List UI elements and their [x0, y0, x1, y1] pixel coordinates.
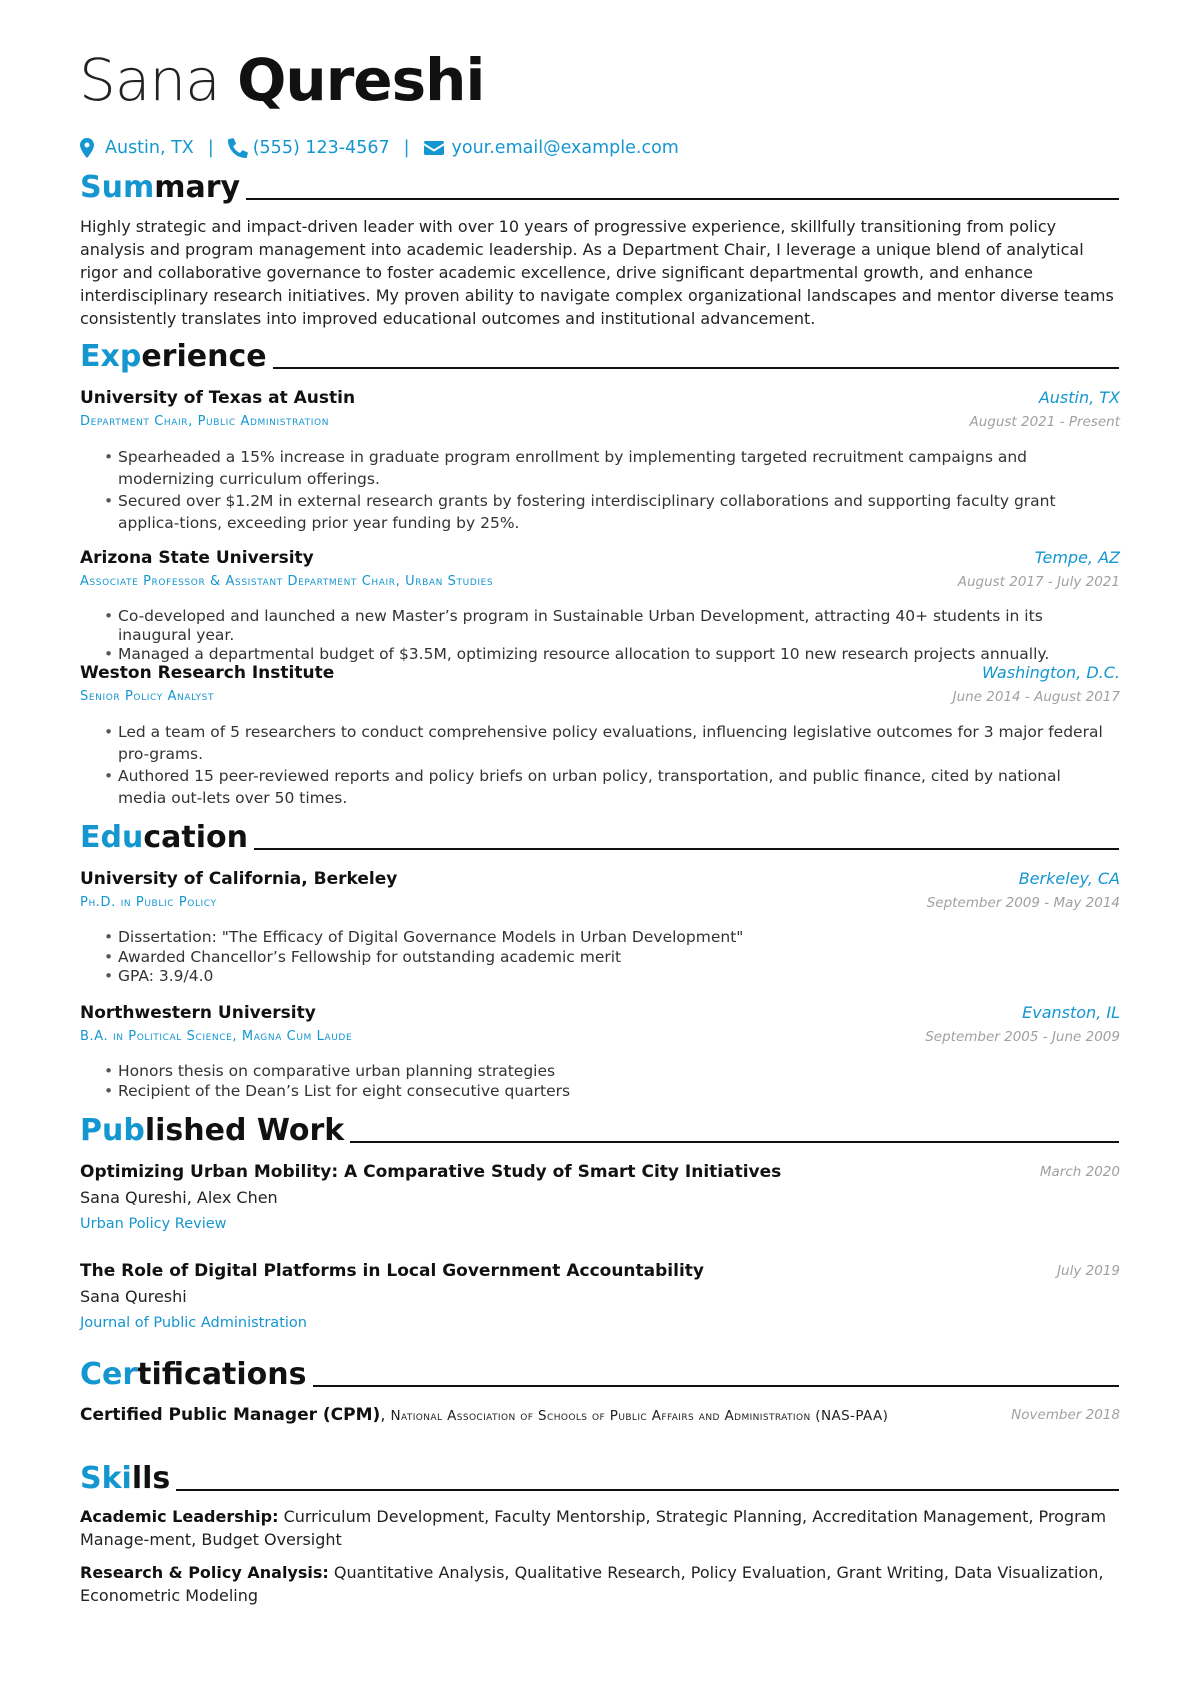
skill-items: Curriculum Development, Faculty Mentorship, Strategic Planning, Accreditation Management, Program Manage-ment, Budget Oversight [80, 1507, 1107, 1549]
publication-date: July 2019 [1057, 1263, 1120, 1279]
school-dates: September 2005 - June 2009 [925, 1029, 1120, 1045]
section-rule [246, 198, 1119, 200]
section-title: Certifications [80, 1357, 307, 1392]
skill-row [80, 1505, 1120, 1551]
section-rule [254, 848, 1119, 850]
publication-date: March 2020 [1039, 1164, 1120, 1180]
section-header-skills [80, 1459, 1119, 1499]
section-header-summary [80, 168, 1119, 208]
education-bullets [104, 928, 1114, 987]
section-title: Published Work [80, 1113, 345, 1148]
phone-text: (555) 123-4567 [252, 138, 390, 158]
skill-items: Quantitative Analysis, Qualitative Research, Policy Evaluation, Grant Writing, Data Visualization, Econometric Modeling [80, 1563, 1104, 1605]
section-header-certifications [80, 1355, 1119, 1395]
skill-row [80, 1561, 1120, 1607]
job-location: Washington, D.C. [981, 663, 1120, 682]
certification-name: Certified Public Manager (CPM) [80, 1405, 381, 1425]
job-organization: Arizona State University [80, 548, 314, 568]
skill-label: Academic Leadership: [80, 1507, 279, 1526]
section-rule [176, 1489, 1119, 1491]
email-link[interactable]: your.email@example.com [451, 138, 679, 158]
location-pin-icon [80, 138, 97, 158]
job-bullets [104, 607, 1114, 664]
degree: Ph.D. in Public Policy [80, 895, 217, 910]
job-position: Department Chair, Public Administration [80, 414, 330, 429]
location-text: Austin, TX [105, 138, 194, 158]
section-rule [313, 1385, 1119, 1387]
section-header-experience [80, 337, 1119, 377]
list-item: • Dissertation: "The Efficacy of Digital Governance Models in Urban Development" [104, 928, 1114, 948]
list-item: • Recipient of the Dean’s List for eight consecutive quarters [104, 1082, 1114, 1102]
job-bullets [104, 446, 1114, 534]
certification-issuer: National Association of Schools of Public Affairs and Administration (NAS-PAA) [390, 1408, 889, 1424]
list-item: • Led a team of 5 researchers to conduct comprehensive policy evaluations, influencing legislative outcomes for 3 major federal pro-grams. [104, 721, 1114, 765]
job-bullets [104, 721, 1114, 809]
school-name: Northwestern University [80, 1003, 316, 1023]
job-dates: June 2014 - August 2017 [952, 689, 1120, 705]
school-location: Evanston, IL [1022, 1003, 1120, 1022]
job-position: Senior Policy Analyst [80, 689, 215, 704]
section-title: Skills [80, 1461, 171, 1496]
contact-separator: | [403, 138, 410, 158]
contact-separator: | [207, 138, 214, 158]
certification-entry: Certified Public Manager (CPM), National Association of Schools of Public Affairs and Administration (NAS-PAA) [80, 1405, 889, 1425]
school-location: Berkeley, CA [1018, 869, 1120, 888]
job-dates: August 2017 - July 2021 [957, 574, 1120, 590]
section-header-education [80, 818, 1119, 858]
phone-icon [228, 138, 245, 158]
candidate-name [79, 40, 484, 120]
job-dates: August 2021 - Present [969, 414, 1120, 430]
list-item: • GPA: 3.9/4.0 [104, 967, 1114, 987]
school-name: University of California, Berkeley [80, 869, 398, 889]
job-location: Tempe, AZ [1034, 548, 1120, 567]
section-title: Summary [80, 170, 241, 205]
publication-journal: Urban Policy Review [80, 1216, 227, 1232]
section-rule [273, 367, 1119, 369]
certification-date: November 2018 [1011, 1407, 1120, 1423]
envelope-icon [424, 138, 444, 158]
publication-title: Optimizing Urban Mobility: A Comparative Study of Smart City Initiatives [80, 1162, 782, 1182]
section-header-published-work [80, 1111, 1119, 1151]
skill-label: Research & Policy Analysis: [80, 1563, 329, 1582]
section-title: Education [80, 820, 248, 855]
list-item: • Managed a departmental budget of $3.5M, optimizing resource allocation to support 10 new research projects annually. [104, 645, 1114, 664]
job-location: Austin, TX [1038, 388, 1120, 407]
list-item: • Authored 15 peer-reviewed reports and policy briefs on urban policy, transportation, and public finance, cited by national media out-lets over 50 times. [104, 765, 1114, 809]
contact-bar [80, 133, 679, 163]
job-organization: Weston Research Institute [80, 663, 335, 683]
publication-authors: Sana Qureshi [80, 1287, 187, 1306]
section-title: Experience [80, 339, 267, 374]
job-position: Associate Professor & Assistant Department Chair, Urban Studies [80, 574, 494, 589]
list-item: • Honors thesis on comparative urban planning strategies [104, 1062, 1114, 1082]
publication-authors: Sana Qureshi, Alex Chen [80, 1188, 278, 1207]
summary-text: Highly strategic and impact-driven leader with over 10 years of progressive experience, skillfully transitioning from policy analysis and program management into academic leadership. As a Department Chair, I leverage a unique blend of analytical rigor and collaborative governance to foster academic excellence, drive significant departmental growth, and enhance interdisciplinary research initiatives. My proven ability to navigate complex organizational landscapes and mentor diverse teams consistently translates into improved educational outcomes and institutional advancement. [80, 217, 1114, 328]
list-item: • Spearheaded a 15% increase in graduate program enrollment by implementing targeted recruitment campaigns and modernizing curriculum offerings. [104, 446, 1114, 490]
list-item: • Secured over $1.2M in external research grants by fostering interdisciplinary collaborations and supporting faculty grant applica-tions, exceeding prior year funding by 25%. [104, 490, 1114, 534]
degree: B.A. in Political Science, Magna Cum Laude [80, 1029, 353, 1044]
first-name: Sana [79, 46, 220, 114]
list-item: • Co-developed and launched a new Master’s program in Sustainable Urban Development, attracting 40+ students in its inaugural year. [104, 607, 1114, 645]
last-name: Qureshi [237, 46, 485, 114]
publication-title: The Role of Digital Platforms in Local Government Accountability [80, 1261, 704, 1281]
school-dates: September 2009 - May 2014 [926, 895, 1120, 911]
section-rule [350, 1141, 1119, 1143]
education-bullets [104, 1062, 1114, 1101]
list-item: • Awarded Chancellor’s Fellowship for outstanding academic merit [104, 948, 1114, 968]
publication-journal: Journal of Public Administration [80, 1315, 307, 1331]
job-organization: University of Texas at Austin [80, 388, 356, 408]
